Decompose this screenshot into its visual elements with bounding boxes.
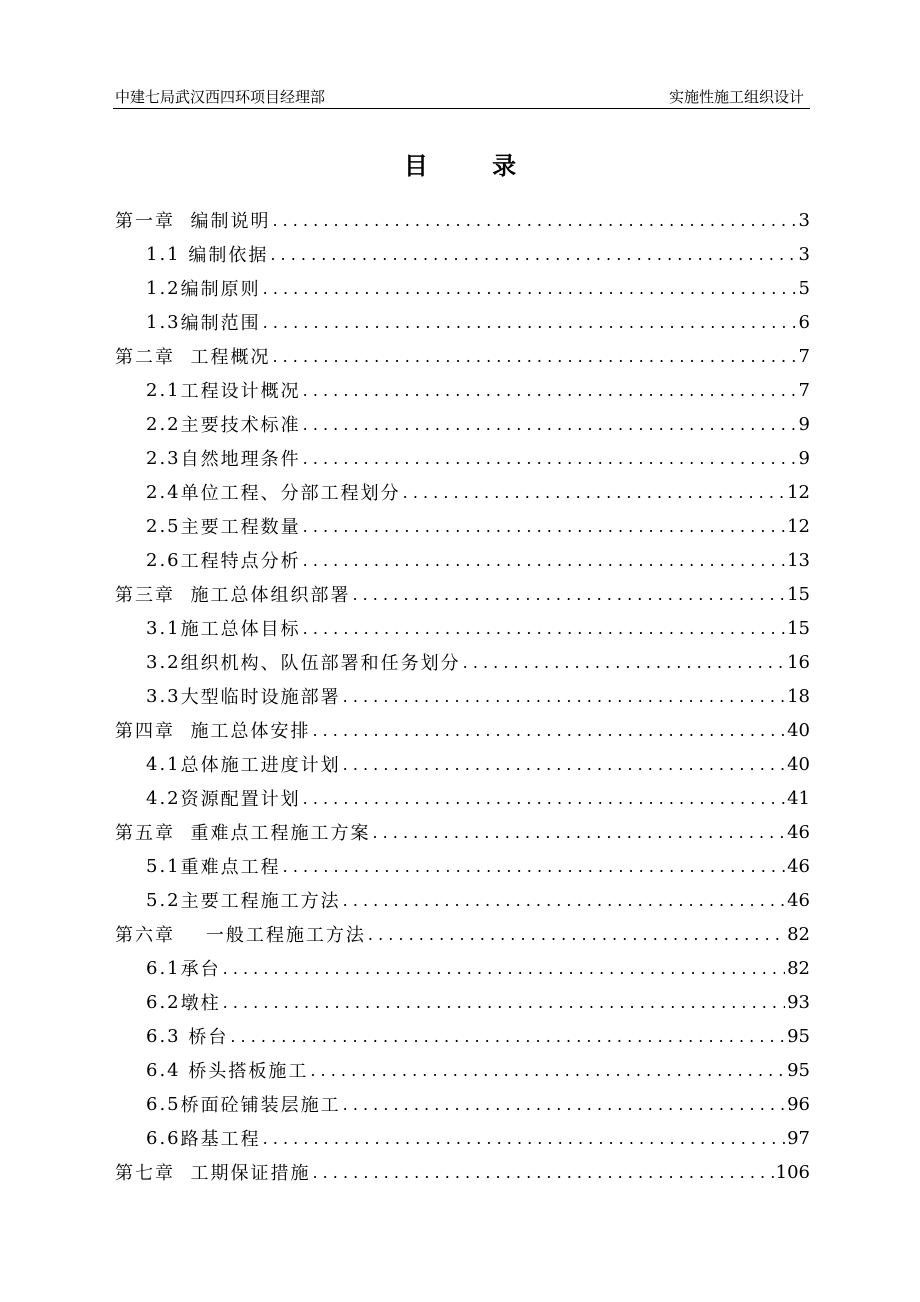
toc-entry-page: 93 [787, 991, 810, 1013]
toc-entry-number: 6.3 [146, 1025, 181, 1047]
toc-section-entry[interactable] [115, 271, 810, 305]
toc-section-entry[interactable] [115, 509, 810, 543]
toc-leader-dots [343, 755, 785, 774]
toc-section-entry[interactable] [115, 237, 810, 271]
toc-entry-page: 12 [787, 481, 810, 503]
toc-leader-dots [343, 1095, 785, 1114]
toc-entry-page: 7 [798, 345, 810, 367]
toc-entry-page: 46 [787, 855, 810, 877]
toc-entry-page: 9 [798, 447, 810, 469]
toc-entry-page: 5 [798, 277, 810, 299]
toc-entry-number: 3.2 [146, 651, 181, 673]
header-left-text: 中建七局武汉西四环项目经理部 [115, 88, 326, 106]
toc-leader-dots [230, 1027, 785, 1046]
toc-entry-title: 桥台 [188, 1027, 229, 1048]
toc-entry-number: 1.2 [146, 277, 181, 299]
toc-entry-number: 6.1 [146, 957, 181, 979]
toc-entry-gap [175, 924, 206, 945]
toc-entry-title: 工期保证措施 [190, 1163, 311, 1184]
toc-entry-page: 3 [798, 243, 810, 265]
toc-section-entry[interactable] [115, 543, 810, 577]
toc-entry-number: 第四章 [115, 721, 175, 742]
toc-entry-number: 1.3 [146, 311, 181, 333]
toc-entry-number: 第五章 [115, 823, 175, 844]
toc-chapter-entry[interactable] [115, 203, 810, 237]
toc-section-entry[interactable] [115, 679, 810, 713]
toc-entry-gap [175, 584, 190, 605]
toc-entry-number: 第六章 [115, 925, 175, 946]
toc-entry-title: 施工总体组织部署 [190, 585, 351, 606]
toc-chapter-entry[interactable] [115, 1155, 810, 1189]
toc-entry-title: 施工总体安排 [190, 721, 311, 742]
toc-entry-title: 主要工程数量 [180, 517, 301, 538]
toc-leader-dots [312, 1163, 773, 1182]
toc-entry-number: 2.6 [146, 549, 181, 571]
toc-entry-page: 13 [787, 549, 810, 571]
toc-leader-dots [403, 483, 785, 502]
toc-title: 目 录 [403, 151, 545, 180]
toc-entry-page: 16 [787, 651, 810, 673]
toc-entry-page: 15 [787, 583, 810, 605]
toc-section-entry[interactable] [115, 1019, 810, 1053]
toc-leader-dots [263, 313, 797, 332]
toc-entry-number: 2.3 [146, 447, 181, 469]
header-right-text: 实施性施工组织设计 [668, 88, 804, 106]
toc-section-entry[interactable] [115, 781, 810, 815]
toc-entry-title: 编制原则 [180, 279, 261, 300]
toc-entry-page: 12 [787, 515, 810, 537]
toc-entry-title: 重难点工程施工方案 [190, 823, 371, 844]
toc-entry-gap [175, 822, 190, 843]
toc-entry-page: 95 [787, 1025, 810, 1047]
toc-entry-title: 单位工程、分部工程划分 [180, 483, 401, 504]
toc-entry-page: 46 [787, 821, 810, 843]
toc-leader-dots [343, 891, 785, 910]
toc-entry-gap [181, 1026, 189, 1047]
toc-entry-page: 46 [787, 889, 810, 911]
toc-section-entry[interactable] [115, 1087, 810, 1121]
toc-entry-title: 自然地理条件 [180, 449, 301, 470]
toc-entry-gap [181, 244, 189, 265]
toc-entry-title: 资源配置计划 [180, 789, 301, 810]
toc-entry-title: 工程设计概况 [180, 381, 301, 402]
toc-entry-gap [175, 210, 190, 231]
toc-entry-number: 6.4 [146, 1059, 181, 1081]
toc-leader-dots [303, 415, 797, 434]
toc-entry-title: 承台 [180, 959, 221, 980]
toc-leader-dots [343, 687, 785, 706]
toc-section-entry[interactable] [115, 1121, 810, 1155]
toc-entry-number: 3.1 [146, 617, 181, 639]
toc-section-entry[interactable] [115, 441, 810, 475]
toc-section-entry[interactable] [115, 305, 810, 339]
toc-entry-number: 5.1 [146, 855, 181, 877]
toc-entry-gap [175, 720, 190, 741]
toc-entry-page: 7 [798, 379, 810, 401]
toc-section-entry[interactable] [115, 611, 810, 645]
toc-leader-dots [372, 823, 785, 842]
toc-leader-dots [368, 925, 785, 944]
toc-entry-title: 编制依据 [188, 245, 269, 266]
table-of-contents [115, 203, 810, 1189]
toc-entry-title: 总体施工进度计划 [180, 755, 341, 776]
toc-section-entry[interactable] [115, 951, 810, 985]
toc-entry-number: 第七章 [115, 1163, 175, 1184]
toc-leader-dots [303, 381, 797, 400]
toc-entry-number: 第三章 [115, 585, 175, 606]
toc-entry-number: 第二章 [115, 347, 175, 368]
toc-leader-dots [303, 449, 797, 468]
toc-entry-page: 97 [787, 1127, 810, 1149]
toc-entry-number: 2.1 [146, 379, 181, 401]
toc-chapter-entry[interactable] [115, 917, 810, 951]
toc-leader-dots [263, 1129, 785, 1148]
toc-entry-page: 15 [787, 617, 810, 639]
toc-entry-title: 重难点工程 [180, 857, 281, 878]
toc-leader-dots [463, 653, 785, 672]
toc-entry-page: 40 [787, 753, 810, 775]
toc-entry-title: 施工总体目标 [180, 619, 301, 640]
toc-entry-number: 4.2 [146, 787, 181, 809]
toc-entry-title: 组织机构、队伍部署和任务划分 [180, 653, 461, 674]
toc-entry-page: 41 [787, 787, 810, 809]
toc-entry-page: 18 [787, 685, 810, 707]
toc-entry-page: 3 [798, 209, 810, 231]
toc-entry-number: 4.1 [146, 753, 181, 775]
toc-entry-page: 9 [798, 413, 810, 435]
toc-section-entry[interactable] [115, 1053, 810, 1087]
toc-leader-dots [303, 789, 785, 808]
toc-entry-title: 编制说明 [190, 211, 271, 232]
toc-entry-gap [175, 346, 190, 367]
toc-entry-page: 96 [787, 1093, 810, 1115]
toc-entry-number: 6.6 [146, 1127, 181, 1149]
toc-entry-page: 40 [787, 719, 810, 741]
toc-leader-dots [263, 279, 797, 298]
toc-entry-title: 主要技术标准 [180, 415, 301, 436]
toc-leader-dots [272, 211, 796, 230]
toc-entry-number: 1.1 [146, 243, 181, 265]
toc-entry-title: 一般工程施工方法 [205, 925, 366, 946]
toc-section-entry[interactable] [115, 407, 810, 441]
toc-entry-number: 5.2 [146, 889, 181, 911]
toc-chapter-entry[interactable] [115, 339, 810, 373]
toc-entry-title: 工程特点分析 [180, 551, 301, 572]
toc-entry-number: 2.5 [146, 515, 181, 537]
toc-entry-title: 墩柱 [180, 993, 221, 1014]
toc-entry-number: 3.3 [146, 685, 181, 707]
toc-entry-title: 桥头搭板施工 [188, 1061, 309, 1082]
toc-leader-dots [303, 551, 785, 570]
toc-entry-gap [181, 1060, 189, 1081]
toc-entry-title: 路基工程 [180, 1129, 261, 1150]
toc-entry-title: 编制范围 [180, 313, 261, 334]
toc-entry-title: 主要工程施工方法 [180, 891, 341, 912]
toc-section-entry[interactable] [115, 475, 810, 509]
toc-leader-dots [223, 959, 785, 978]
toc-entry-title: 工程概况 [190, 347, 271, 368]
toc-entry-title: 桥面砼铺装层施工 [180, 1095, 341, 1116]
toc-chapter-entry[interactable] [115, 577, 810, 611]
toc-leader-dots [310, 1061, 785, 1080]
toc-section-entry[interactable] [115, 645, 810, 679]
toc-entry-number: 6.5 [146, 1093, 181, 1115]
toc-section-entry[interactable] [115, 747, 810, 781]
toc-leader-dots [303, 517, 785, 536]
toc-section-entry[interactable] [115, 849, 810, 883]
toc-leader-dots [223, 993, 785, 1012]
page-header [113, 86, 810, 109]
toc-entry-number: 2.2 [146, 413, 181, 435]
toc-entry-page: 82 [787, 957, 810, 979]
toc-chapter-entry[interactable] [115, 713, 810, 747]
toc-leader-dots [303, 619, 785, 638]
toc-leader-dots [352, 585, 785, 604]
toc-entry-gap [175, 1162, 190, 1183]
toc-section-entry[interactable] [115, 373, 810, 407]
toc-leader-dots [270, 245, 796, 264]
toc-entry-page: 82 [787, 923, 810, 945]
toc-entry-title: 大型临时设施部署 [180, 687, 341, 708]
toc-entry-number: 6.2 [146, 991, 181, 1013]
toc-entry-page: 6 [798, 311, 810, 333]
toc-leader-dots [312, 721, 785, 740]
toc-entry-number: 第一章 [115, 211, 175, 232]
toc-leader-dots [272, 347, 796, 366]
toc-entry-number: 2.4 [146, 481, 181, 503]
toc-leader-dots [283, 857, 785, 876]
toc-chapter-entry[interactable] [115, 815, 810, 849]
toc-section-entry[interactable] [115, 985, 810, 1019]
toc-entry-page: 95 [787, 1059, 810, 1081]
toc-section-entry[interactable] [115, 883, 810, 917]
toc-entry-page: 106 [775, 1161, 810, 1183]
